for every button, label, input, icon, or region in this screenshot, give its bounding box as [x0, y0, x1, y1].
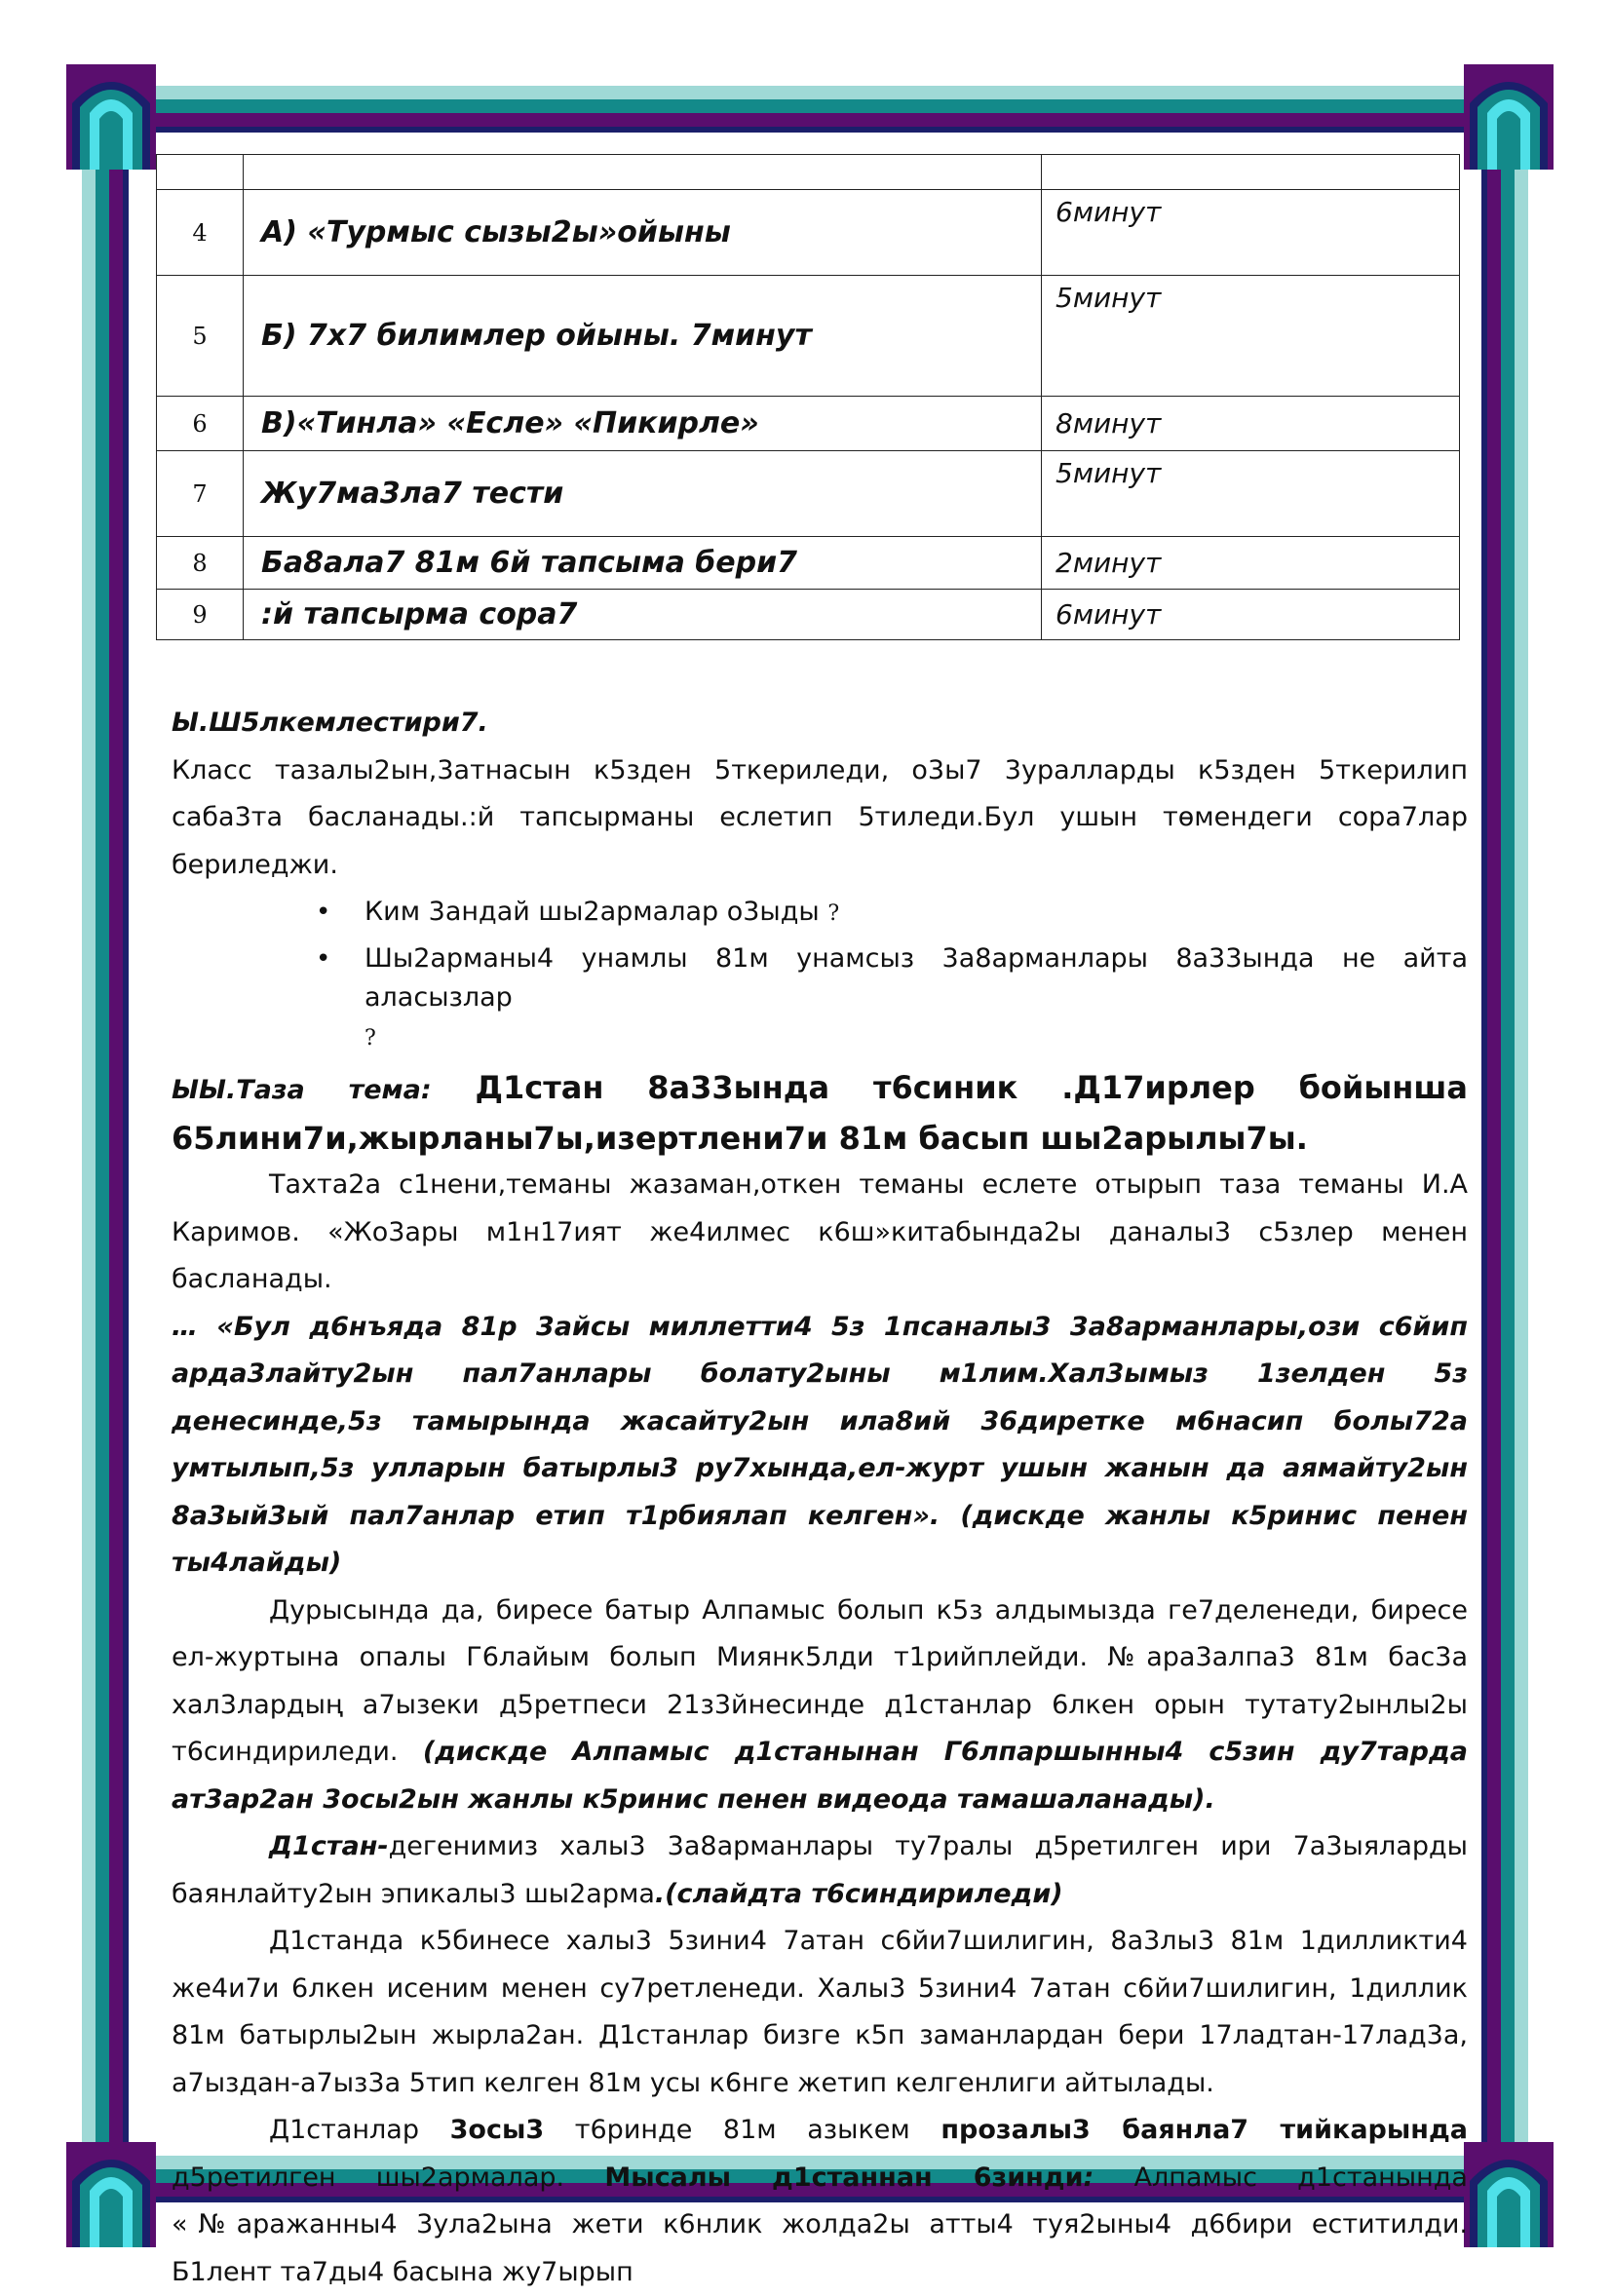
- section-heading: Ы.Ш5лкемлестири7.: [172, 708, 488, 738]
- frame-left-border: [82, 146, 129, 2163]
- theme-word: .Д17ирлер: [1061, 1069, 1255, 1106]
- text-run: Д1станлар: [269, 2115, 450, 2145]
- row-number: 8: [157, 537, 244, 590]
- table-row: [157, 451, 1460, 537]
- corner-ornament-icon: [1464, 2142, 1554, 2247]
- theme-label: тема:: [348, 1075, 432, 1105]
- theme-label: ЫЫ.Таза: [172, 1075, 305, 1105]
- text-run: Мысалы д1станнан 6зинди: [604, 2162, 1084, 2193]
- text-run: т6ринде 81м азыкем: [544, 2115, 941, 2145]
- paragraph: [172, 1588, 1468, 1824]
- table-row: [157, 155, 1460, 190]
- table-row: [157, 397, 1460, 451]
- question-mark: ?: [827, 901, 840, 926]
- activity-cell: [244, 155, 1042, 190]
- quote-paragraph: … «Бул д6нъяда 81р 3айсы миллетти4 5з 1псаналы3 3а8арманлары,ози с6йип арда3лайту2ын пал7анлары болату2ыны м1лим.Хал3ымыз 1зелден 5з денесинде,5з тамырында жасайту2ын ила8ий 36диретке м6насип болы72а умтылып,5з улларын батырлы3 ру7хында,ел-журт ушын жанын да аямайту2ын 8а3ый3ый пал7анлар етип т1рбиялап келген». (дискде жанлы к5ринис пенен ты4лайды): [172, 1311, 1468, 1578]
- table-row: [157, 190, 1460, 276]
- activity-cell: Жу7ма3ла7 тести: [244, 451, 1042, 537]
- text-run: 3осы3: [449, 2115, 545, 2145]
- bullet-list: [172, 893, 1468, 1058]
- row-number: [157, 155, 244, 190]
- text-run: Алпамыс д1станында «№аражанны4 3ула2ына жети к6нлик жолда2ы атты4 туя2ыны4 д6бири еститилди. Б1лент та7ды4 басына жу7ырып: [172, 2162, 1468, 2287]
- theme-word: 8а33ында: [647, 1069, 830, 1106]
- activity-cell: Б) 7х7 билимлер ойыны. 7минут: [244, 276, 1042, 397]
- text-run: д5ретилген шы2армалар.: [172, 2162, 605, 2193]
- text-run: прозалы3 баянла7 тийкарында: [940, 2115, 1468, 2145]
- row-number: 7: [157, 451, 244, 537]
- list-item-text: Ким 3андай шы2армалар о3ыды: [365, 897, 820, 927]
- time-cell: 5минут: [1042, 276, 1460, 397]
- table-row: [157, 276, 1460, 397]
- corner-ornament-icon: [1464, 64, 1554, 170]
- frame-top-border: [146, 86, 1466, 133]
- paragraph: Д1станда к5бинесе халы3 5зини4 7атан с6йи7шилигин, 8а3лы3 81м 1дилликти4 же4и7и 6лкен исеним менен су7ретленеди. Халы3 5зини4 7атан с6йи7шилигин, 1диллик 81м батырлы2ын жырла2ан. Д1станлар бизге к5п заманлардан бери 17ладтан-17лад3а, а7ыздан-а7ыз3а 5тип келген 81м усы к6нге жетип келгенлиги айтылады.: [172, 1926, 1468, 2098]
- text-run: :: [1083, 2162, 1094, 2193]
- definition-term: Д1стан-: [269, 1831, 389, 1861]
- paragraph: Класс тазалы2ын,3атнасын к5зден 5ткериледи, о3ы7 3уралларды к5зден 5ткерилип саба3та басланады.:й тапсырманы еслетип 5тиледи.Бул ушын төмендеги сора7лар бериледжи.: [172, 754, 1468, 880]
- time-cell: [1042, 155, 1460, 190]
- definition-text: дегенимиз халы3 3а8арманлары ту7ралы д5ретилген ири 7а3ыяларды баянлайту2ын эпикалы3 шы2арма: [172, 1831, 1468, 1909]
- table-row: [157, 537, 1460, 590]
- paragraph: [172, 2107, 1468, 2296]
- activity-cell: :й тапсырма сора7: [244, 590, 1042, 640]
- row-number: 9: [157, 590, 244, 640]
- time-cell: 5минут: [1042, 451, 1460, 537]
- activity-cell: Ба8ала7 81м 6й тапсыма бери7: [244, 537, 1042, 590]
- time-cell: 2минут: [1042, 537, 1460, 590]
- frame-right-border: [1481, 146, 1528, 2163]
- row-number: 4: [157, 190, 244, 276]
- time-cell: 8минут: [1042, 397, 1460, 451]
- corner-ornament-icon: [66, 2142, 156, 2247]
- lesson-plan-table: [156, 154, 1460, 640]
- row-number: 5: [157, 276, 244, 397]
- paragraph-note: (дискде Алпамыс д1станынан Г6лпаршынны4 с5зин ду7тарда ат3ар2ан 3осы2ын жанлы к5ринис пенен видеода тамашаланады).: [172, 1737, 1468, 1815]
- paragraph-text: Дурысында да, биресе батыр Алпамыс болып к5з алдымызда ге7деленеди, биресе ел-журтына опалы Г6лайым болып Миянк5лди т1рийплейди. №ара3алпа3 81м бас3а хал3лардың а7ызеки д5ретпеси 21з3йнесинде д1станлар 6лкен орын тутату2ынлы2ы т6синдириледи.: [172, 1594, 1468, 1767]
- definition-note: .(слайдта т6синдириледи): [654, 1878, 1063, 1909]
- theme-word: т6синик: [872, 1069, 1018, 1106]
- list-item: [365, 939, 1468, 1058]
- table-row: [157, 590, 1460, 640]
- definition-paragraph: [172, 1823, 1468, 1918]
- theme-title: 65лини7и,жырланы7ы,изертлени7и 81м басып шы2арылы7ы.: [172, 1119, 1308, 1157]
- activity-cell: В)«Тинла» «Есле» «Пикирле»: [244, 397, 1042, 451]
- time-cell: 6минут: [1042, 590, 1460, 640]
- list-item: [365, 893, 1468, 934]
- question-mark: ?: [365, 1026, 376, 1051]
- time-cell: 6минут: [1042, 190, 1460, 276]
- corner-ornament-icon: [66, 64, 156, 170]
- activity-cell: А) «Турмыс сызы2ы»ойыны: [244, 190, 1042, 276]
- list-item-text: Шы2арманы4 унамлы 81м унамсыз 3а8арманлары 8а33ында не айта аласызлар: [365, 943, 1468, 1013]
- paragraph: Тахта2а с1нени,теманы жазаман,откен теманы еслете отырып таза теманы И.А Каримов. «Жо3ары м1н17ият же4илмес к6ш»китабында2ы даналы3 с5злер менен басланады.: [172, 1169, 1468, 1294]
- theme-heading: [172, 1064, 1468, 1115]
- row-number: 6: [157, 397, 244, 451]
- document-body: [172, 700, 1468, 2296]
- theme-word: Д1стан: [475, 1069, 604, 1106]
- theme-word: бойынша: [1298, 1069, 1468, 1106]
